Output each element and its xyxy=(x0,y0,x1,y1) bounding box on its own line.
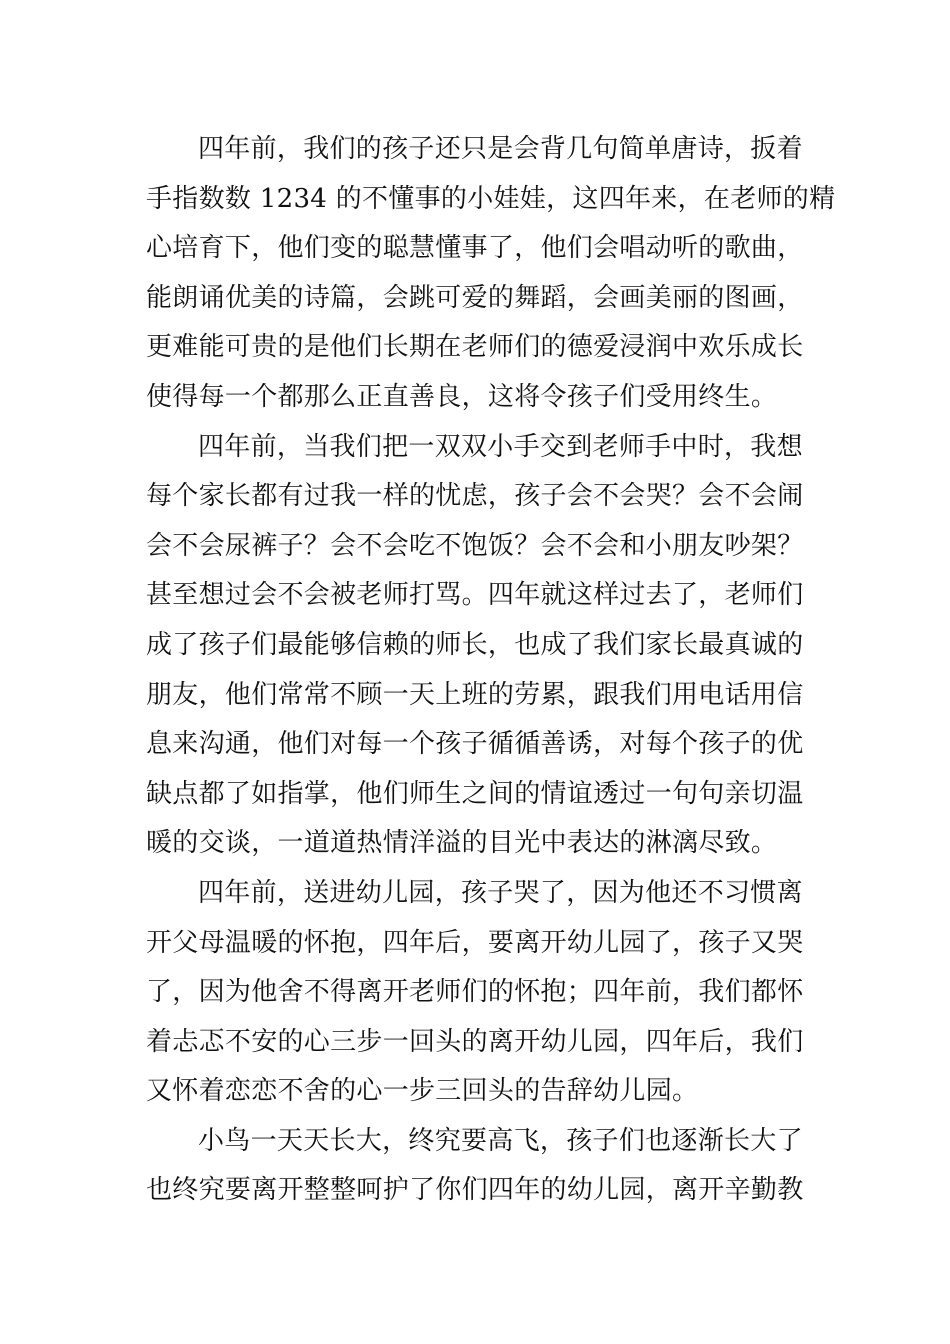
text-line: 着忐忑不安的心三步一回头的离开幼儿园，四年后，我们 xyxy=(146,1026,804,1057)
text-line: 开父母温暖的怀抱，四年后，要离开幼儿园了，孩子又哭 xyxy=(146,927,804,958)
text-line: 四年前，送进幼儿园，孩子哭了，因为他还不习惯离 xyxy=(198,877,803,908)
text-line: 会不会尿裤子？会不会吃不饱饭？会不会和小朋友吵架？ xyxy=(146,530,804,561)
text-line: 也终究要离开整整呵护了你们四年的幼儿园，离开辛勤教 xyxy=(146,1175,804,1206)
text-line: 朋友，他们常常不顾一天上班的劳累，跟我们用电话用信 xyxy=(146,679,804,710)
text-line: 四年前，我们的孩子还只是会背几句简单唐诗，扳着 xyxy=(198,134,803,164)
paragraph-4 xyxy=(146,1117,806,1216)
text-line: 心培育下，他们变的聪慧懂事了，他们会唱动听的歌曲， xyxy=(146,233,804,264)
text-line: 甚至想过会不会被老师打骂。四年就这样过去了，老师们 xyxy=(146,580,804,611)
text-line: 手指数数 1234 的不懂事的小娃娃，这四年来，在老师的精 xyxy=(146,183,836,214)
paragraph-2 xyxy=(146,423,806,869)
text-line: 更难能可贵的是他们长期在老师们的德爱浸润中欢乐成长 xyxy=(146,332,804,363)
text-line: 四年前，当我们把一双双小手交到老师手中时，我想 xyxy=(198,431,803,462)
text-line: 能朗诵优美的诗篇，会跳可爱的舞蹈，会画美丽的图画， xyxy=(146,282,804,313)
paragraph-3 xyxy=(146,869,806,1117)
text-line: 成了孩子们最能够信赖的师长，也成了我们家长最真诚的 xyxy=(146,629,804,660)
paragraph-1 xyxy=(146,125,836,423)
text-line: 又怀着恋恋不舍的心一步三回头的告辞幼儿园。 xyxy=(146,1076,699,1107)
text-line: 暖的交谈，一道道热情洋溢的目光中表达的淋漓尽致。 xyxy=(146,828,778,859)
text-line: 了，因为他舍不得离开老师们的怀抱；四年前，我们都怀 xyxy=(146,977,804,1008)
document-body xyxy=(146,125,836,1216)
text-line: 使得每一个都那么正直善良，这将令孩子们受用终生。 xyxy=(146,381,778,412)
text-line: 缺点都了如指掌，他们师生之间的情谊透过一句句亲切温 xyxy=(146,778,804,809)
text-line: 小鸟一天天长大，终究要高飞，孩子们也逐渐长大了 xyxy=(198,1125,803,1156)
text-line: 每个家长都有过我一样的忧虑，孩子会不会哭？会不会闹 xyxy=(146,481,804,512)
text-line: 息来沟通，他们对每一个孩子循循善诱，对每个孩子的优 xyxy=(146,729,804,760)
